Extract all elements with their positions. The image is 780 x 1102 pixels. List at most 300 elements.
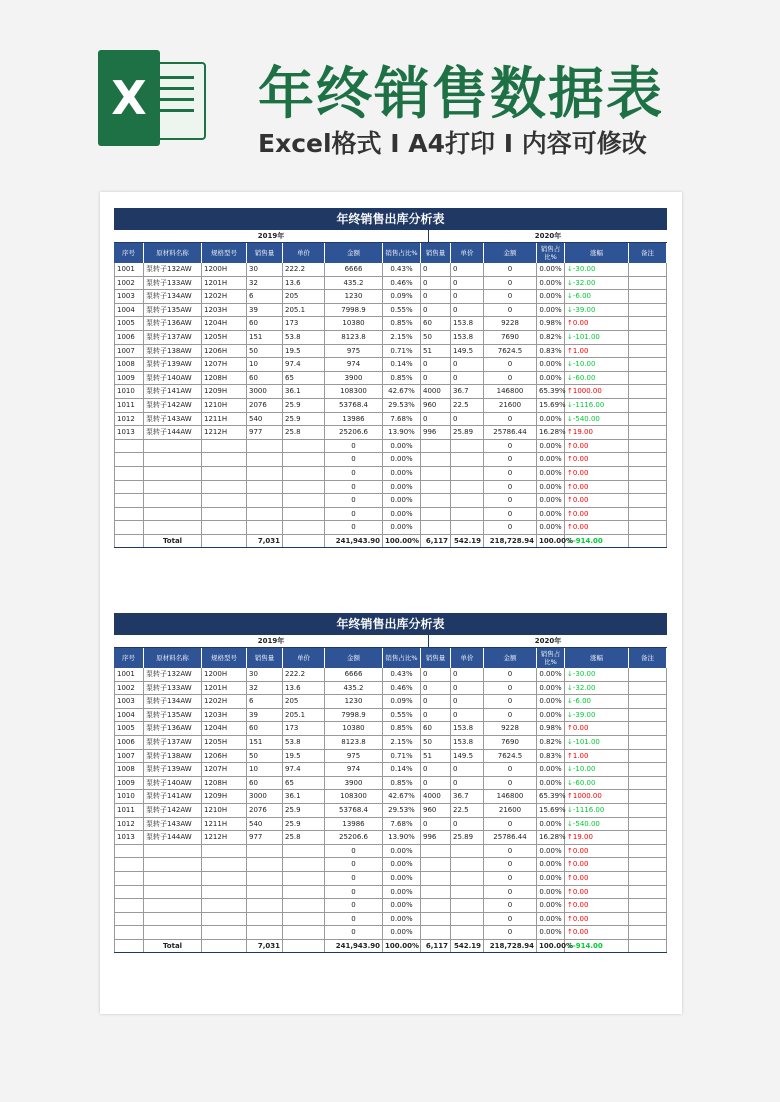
table-cell[interactable]: 0 [325,913,383,926]
table-cell[interactable]: 0 [421,372,451,385]
table-cell[interactable] [114,858,144,871]
table-cell[interactable]: 泵转子141AW [144,790,202,803]
table-cell[interactable]: 975 [325,750,383,763]
table-cell[interactable]: 6 [247,290,283,303]
table-cell[interactable] [421,872,451,885]
table-cell[interactable] [629,453,667,466]
table-cell[interactable] [202,453,247,466]
table-cell[interactable] [247,913,283,926]
table-cell[interactable]: 0.00% [537,709,565,722]
table-cell[interactable]: 51 [421,345,451,358]
table-cell[interactable]: 1007 [114,750,144,763]
table-cell[interactable] [451,467,484,480]
table-cell[interactable]: 36.7 [451,790,484,803]
table-cell[interactable]: 153.8 [451,317,484,330]
table-cell[interactable] [144,913,202,926]
table-cell[interactable]: 0.00% [383,481,421,494]
table-cell[interactable]: 0 [451,290,484,303]
table-cell[interactable]: 39 [247,304,283,317]
table-cell[interactable]: 1004 [114,709,144,722]
table-cell[interactable]: 泵转子137AW [144,331,202,344]
table-cell[interactable]: 60 [247,317,283,330]
table-cell[interactable] [144,440,202,453]
table-cell[interactable]: 0 [451,695,484,708]
table-cell[interactable]: 1202H [202,290,247,303]
table-cell[interactable]: ↓-6.00 [565,695,629,708]
table-cell[interactable]: 0.00% [537,926,565,939]
table-cell[interactable]: 0.00% [537,440,565,453]
table-cell[interactable]: 0 [484,818,537,831]
table-cell[interactable]: 1001 [114,668,144,681]
table-cell[interactable]: 1207H [202,763,247,776]
table-cell[interactable]: 1201H [202,682,247,695]
table-cell[interactable]: 1001 [114,263,144,276]
table-cell[interactable] [247,453,283,466]
table-cell[interactable] [114,481,144,494]
table-cell[interactable]: 53.8 [283,331,325,344]
table-cell[interactable] [421,494,451,507]
table-cell[interactable]: 13.6 [283,277,325,290]
table-cell[interactable]: 1210H [202,804,247,817]
table-cell[interactable]: ↑0.00 [565,317,629,330]
table-cell[interactable]: 42.67% [383,790,421,803]
table-cell[interactable]: ↓-101.00 [565,331,629,344]
table-cell[interactable]: 0 [325,845,383,858]
table-cell[interactable]: 0.14% [383,358,421,371]
table-cell[interactable]: 21600 [484,399,537,412]
table-cell[interactable]: ↓-6.00 [565,290,629,303]
table-cell[interactable]: 1209H [202,790,247,803]
table-cell[interactable]: 22.5 [451,804,484,817]
table-cell[interactable]: 0 [421,695,451,708]
table-cell[interactable]: 1204H [202,722,247,735]
table-cell[interactable]: 0 [421,304,451,317]
table-cell[interactable] [283,886,325,899]
table-cell[interactable]: ↑0.00 [565,508,629,521]
table-cell[interactable]: ↓-39.00 [565,709,629,722]
table-cell[interactable]: 0 [484,467,537,480]
table-cell[interactable]: 1005 [114,722,144,735]
table-cell[interactable]: 108300 [325,385,383,398]
table-cell[interactable]: 1013 [114,426,144,439]
table-cell[interactable]: 0.00% [537,695,565,708]
table-cell[interactable]: 1008 [114,358,144,371]
table-cell[interactable]: 13.6 [283,682,325,695]
table-cell[interactable] [114,913,144,926]
table-cell[interactable]: 0 [325,467,383,480]
table-cell[interactable]: 0 [421,682,451,695]
table-cell[interactable]: 0 [484,668,537,681]
table-cell[interactable] [283,440,325,453]
table-cell[interactable] [283,521,325,534]
table-cell[interactable]: 泵转子135AW [144,709,202,722]
table-cell[interactable]: 7624.5 [484,750,537,763]
table-cell[interactable]: 1205H [202,331,247,344]
table-cell[interactable]: 0.43% [383,668,421,681]
table-cell[interactable]: 泵转子134AW [144,290,202,303]
table-cell[interactable]: 6666 [325,263,383,276]
table-cell[interactable]: 13986 [325,818,383,831]
table-cell[interactable] [629,818,667,831]
table-cell[interactable]: 50 [247,750,283,763]
table-cell[interactable]: 10380 [325,722,383,735]
table-cell[interactable]: 241,943.90 [325,535,383,548]
table-cell[interactable]: 0.82% [537,736,565,749]
table-cell[interactable] [451,481,484,494]
table-cell[interactable] [247,440,283,453]
table-cell[interactable]: 0 [484,453,537,466]
table-cell[interactable] [144,494,202,507]
table-cell[interactable] [247,886,283,899]
table-cell[interactable]: 0 [451,304,484,317]
table-cell[interactable]: 65.39% [537,385,565,398]
table-cell[interactable] [283,494,325,507]
table-cell[interactable] [283,467,325,480]
table-cell[interactable]: 25.9 [283,818,325,831]
table-cell[interactable]: ↑0.00 [565,440,629,453]
table-cell[interactable]: ↑0.00 [565,872,629,885]
table-cell[interactable]: 泵转子144AW [144,426,202,439]
table-cell[interactable] [114,440,144,453]
table-cell[interactable]: 0 [325,872,383,885]
table-cell[interactable]: 60 [421,722,451,735]
table-cell[interactable]: 0 [325,886,383,899]
table-cell[interactable]: ↓-32.00 [565,682,629,695]
table-cell[interactable] [629,940,667,953]
table-cell[interactable]: 149.5 [451,345,484,358]
table-cell[interactable]: 0 [484,277,537,290]
table-cell[interactable] [114,940,144,953]
table-cell[interactable]: 39 [247,709,283,722]
table-cell[interactable]: 泵转子136AW [144,722,202,735]
table-cell[interactable]: 153.8 [451,722,484,735]
table-cell[interactable]: 974 [325,763,383,776]
table-cell[interactable] [421,886,451,899]
table-cell[interactable]: ↓-30.00 [565,263,629,276]
table-cell[interactable]: 1203H [202,304,247,317]
table-cell[interactable]: ↓-101.00 [565,736,629,749]
table-cell[interactable]: 53768.4 [325,399,383,412]
table-cell[interactable]: 泵转子142AW [144,399,202,412]
table-cell[interactable] [629,508,667,521]
table-cell[interactable] [629,709,667,722]
table-cell[interactable]: ↑0.00 [565,913,629,926]
table-cell[interactable] [144,481,202,494]
table-cell[interactable]: 25.8 [283,831,325,844]
table-cell[interactable]: ↑0.00 [565,494,629,507]
table-cell[interactable]: 0.00% [537,453,565,466]
table-cell[interactable]: 0.00% [537,372,565,385]
table-cell[interactable]: 100.00% [383,940,421,953]
table-cell[interactable]: 65 [283,777,325,790]
table-cell[interactable] [451,521,484,534]
table-cell[interactable] [629,413,667,426]
table-cell[interactable]: 149.5 [451,750,484,763]
table-cell[interactable] [114,508,144,521]
table-cell[interactable]: 0 [484,682,537,695]
table-cell[interactable]: 7.68% [383,818,421,831]
table-cell[interactable] [629,858,667,871]
table-cell[interactable] [451,858,484,871]
table-cell[interactable]: ↓-30.00 [565,668,629,681]
table-cell[interactable]: ↓-60.00 [565,777,629,790]
table-cell[interactable] [283,453,325,466]
table-cell[interactable] [283,926,325,939]
table-cell[interactable] [421,440,451,453]
table-cell[interactable]: 0.00% [383,494,421,507]
table-cell[interactable]: ↓-1116.00 [565,399,629,412]
table-cell[interactable]: 53768.4 [325,804,383,817]
table-cell[interactable]: 15.69% [537,804,565,817]
table-cell[interactable]: 0.00% [383,508,421,521]
table-cell[interactable]: 0 [325,440,383,453]
table-cell[interactable]: 0 [325,926,383,939]
table-cell[interactable]: 542.19 [451,535,484,548]
table-cell[interactable]: 0.00% [537,777,565,790]
table-cell[interactable]: 0 [484,413,537,426]
table-cell[interactable]: 173 [283,317,325,330]
table-cell[interactable]: 0 [451,413,484,426]
table-cell[interactable]: 0.55% [383,709,421,722]
table-cell[interactable] [629,440,667,453]
table-cell[interactable]: 977 [247,831,283,844]
table-cell[interactable]: 0 [484,913,537,926]
table-cell[interactable]: 泵转子138AW [144,345,202,358]
table-cell[interactable]: 36.7 [451,385,484,398]
table-cell[interactable]: 977 [247,426,283,439]
table-cell[interactable]: 1230 [325,695,383,708]
table-cell[interactable] [202,886,247,899]
table-cell[interactable]: 0 [421,413,451,426]
table-cell[interactable]: 25.89 [451,831,484,844]
table-cell[interactable]: 1202H [202,695,247,708]
table-cell[interactable] [283,913,325,926]
table-cell[interactable]: ↓-10.00 [565,358,629,371]
table-cell[interactable] [629,345,667,358]
table-cell[interactable] [283,899,325,912]
table-cell[interactable]: 3900 [325,372,383,385]
table-cell[interactable]: 65.39% [537,790,565,803]
table-cell[interactable]: ↑1000.00 [565,385,629,398]
table-cell[interactable] [144,453,202,466]
table-cell[interactable]: ↓-1116.00 [565,804,629,817]
table-cell[interactable] [629,426,667,439]
table-cell[interactable]: ↑0.00 [565,858,629,871]
table-cell[interactable] [202,913,247,926]
table-cell[interactable] [629,886,667,899]
table-cell[interactable]: 0 [484,263,537,276]
table-cell[interactable]: 1230 [325,290,383,303]
table-cell[interactable]: 1209H [202,385,247,398]
table-cell[interactable]: 19.5 [283,750,325,763]
table-cell[interactable]: 0.00% [537,508,565,521]
table-cell[interactable] [421,453,451,466]
table-cell[interactable]: ↓-32.00 [565,277,629,290]
table-cell[interactable] [421,926,451,939]
table-cell[interactable]: 泵转子133AW [144,277,202,290]
table-cell[interactable]: 0 [325,899,383,912]
table-cell[interactable] [247,494,283,507]
table-cell[interactable]: 0 [421,668,451,681]
table-cell[interactable]: 1003 [114,695,144,708]
table-cell[interactable]: 1006 [114,331,144,344]
table-cell[interactable]: 19.5 [283,345,325,358]
table-cell[interactable] [247,926,283,939]
table-cell[interactable] [283,858,325,871]
table-cell[interactable]: 7624.5 [484,345,537,358]
table-cell[interactable]: 53.8 [283,736,325,749]
table-cell[interactable]: 0.00% [537,858,565,871]
table-cell[interactable] [421,467,451,480]
table-cell[interactable] [451,872,484,885]
table-cell[interactable]: ↓-39.00 [565,304,629,317]
table-cell[interactable]: 16.28% [537,831,565,844]
table-cell[interactable] [421,508,451,521]
table-cell[interactable]: 0.83% [537,750,565,763]
table-cell[interactable]: 1009 [114,372,144,385]
table-cell[interactable]: 1009 [114,777,144,790]
table-cell[interactable]: 6666 [325,668,383,681]
table-cell[interactable] [114,926,144,939]
table-cell[interactable]: 0 [325,858,383,871]
table-cell[interactable]: 1201H [202,277,247,290]
table-cell[interactable]: 0.55% [383,304,421,317]
table-cell[interactable] [202,440,247,453]
table-cell[interactable]: 1207H [202,358,247,371]
table-cell[interactable]: 1011 [114,804,144,817]
table-cell[interactable]: 0.00% [537,913,565,926]
table-cell[interactable]: 25.89 [451,426,484,439]
table-cell[interactable]: 0 [451,818,484,831]
table-cell[interactable]: 0.82% [537,331,565,344]
table-cell[interactable]: 153.8 [451,736,484,749]
table-cell[interactable]: 0 [325,453,383,466]
table-cell[interactable] [421,521,451,534]
table-cell[interactable]: 36.1 [283,385,325,398]
table-cell[interactable]: 2076 [247,804,283,817]
table-cell[interactable] [629,481,667,494]
table-cell[interactable]: 975 [325,345,383,358]
table-cell[interactable]: 8123.8 [325,736,383,749]
table-cell[interactable] [144,467,202,480]
table-cell[interactable]: 60 [421,317,451,330]
table-cell[interactable]: 0.00% [383,453,421,466]
table-cell[interactable]: 泵转子143AW [144,413,202,426]
table-cell[interactable]: 1200H [202,263,247,276]
table-cell[interactable] [114,467,144,480]
table-cell[interactable]: 0.00% [383,521,421,534]
table-cell[interactable]: 0 [484,777,537,790]
table-cell[interactable]: 1003 [114,290,144,303]
table-cell[interactable]: 0.00% [537,818,565,831]
table-cell[interactable]: 0.00% [383,467,421,480]
table-cell[interactable] [629,263,667,276]
table-cell[interactable]: 974 [325,358,383,371]
table-cell[interactable]: 1211H [202,413,247,426]
table-cell[interactable] [247,508,283,521]
table-cell[interactable]: 0 [484,872,537,885]
table-cell[interactable]: 0.00% [537,886,565,899]
table-cell[interactable]: 0.98% [537,317,565,330]
table-cell[interactable]: 1203H [202,709,247,722]
table-cell[interactable] [629,467,667,480]
table-cell[interactable] [629,535,667,548]
table-cell[interactable]: 42.67% [383,385,421,398]
table-cell[interactable]: 0 [484,372,537,385]
table-cell[interactable]: 10 [247,358,283,371]
table-cell[interactable]: 4000 [421,385,451,398]
table-cell[interactable]: 1002 [114,277,144,290]
table-cell[interactable]: 222.2 [283,263,325,276]
table-cell[interactable] [202,467,247,480]
table-cell[interactable]: 960 [421,804,451,817]
table-cell[interactable] [202,845,247,858]
table-cell[interactable] [629,317,667,330]
table-cell[interactable]: 60 [247,722,283,735]
table-cell[interactable] [629,277,667,290]
table-cell[interactable]: 0.00% [383,913,421,926]
table-cell[interactable] [629,385,667,398]
table-cell[interactable] [202,508,247,521]
table-cell[interactable] [421,858,451,871]
table-cell[interactable]: 7998.9 [325,304,383,317]
table-cell[interactable]: 7.68% [383,413,421,426]
table-cell[interactable]: 97.4 [283,358,325,371]
table-cell[interactable] [629,331,667,344]
table-cell[interactable]: 0 [484,709,537,722]
table-cell[interactable]: 泵转子132AW [144,263,202,276]
table-cell[interactable]: 泵转子139AW [144,358,202,371]
table-cell[interactable]: ↓-914.00 [565,535,629,548]
table-cell[interactable]: 0.00% [537,521,565,534]
table-cell[interactable]: 0 [421,358,451,371]
table-cell[interactable]: 222.2 [283,668,325,681]
table-cell[interactable]: 25.9 [283,413,325,426]
table-cell[interactable]: 0.09% [383,290,421,303]
table-cell[interactable]: 1013 [114,831,144,844]
table-cell[interactable]: ↑0.00 [565,722,629,735]
table-cell[interactable]: 0 [484,508,537,521]
table-cell[interactable] [114,494,144,507]
table-cell[interactable]: 0.00% [537,872,565,885]
table-cell[interactable] [629,372,667,385]
table-cell[interactable]: 153.8 [451,331,484,344]
table-cell[interactable]: ↑0.00 [565,886,629,899]
table-cell[interactable] [421,481,451,494]
table-cell[interactable]: 13986 [325,413,383,426]
table-cell[interactable]: 173 [283,722,325,735]
table-cell[interactable]: 0 [451,358,484,371]
table-cell[interactable]: ↑0.00 [565,453,629,466]
table-cell[interactable]: 21600 [484,804,537,817]
table-cell[interactable]: 100.00% [383,535,421,548]
table-cell[interactable]: 0 [484,521,537,534]
table-cell[interactable] [144,926,202,939]
table-cell[interactable]: 0 [325,481,383,494]
table-cell[interactable] [283,508,325,521]
table-cell[interactable]: 1008 [114,763,144,776]
table-cell[interactable]: 7690 [484,736,537,749]
table-cell[interactable]: 0 [451,277,484,290]
table-cell[interactable]: 1012 [114,413,144,426]
table-cell[interactable]: 1005 [114,317,144,330]
table-cell[interactable]: 0.00% [383,886,421,899]
table-cell[interactable]: 1205H [202,736,247,749]
table-cell[interactable]: 1210H [202,399,247,412]
table-cell[interactable]: 泵转子142AW [144,804,202,817]
table-cell[interactable]: 205 [283,290,325,303]
table-cell[interactable]: 146800 [484,790,537,803]
